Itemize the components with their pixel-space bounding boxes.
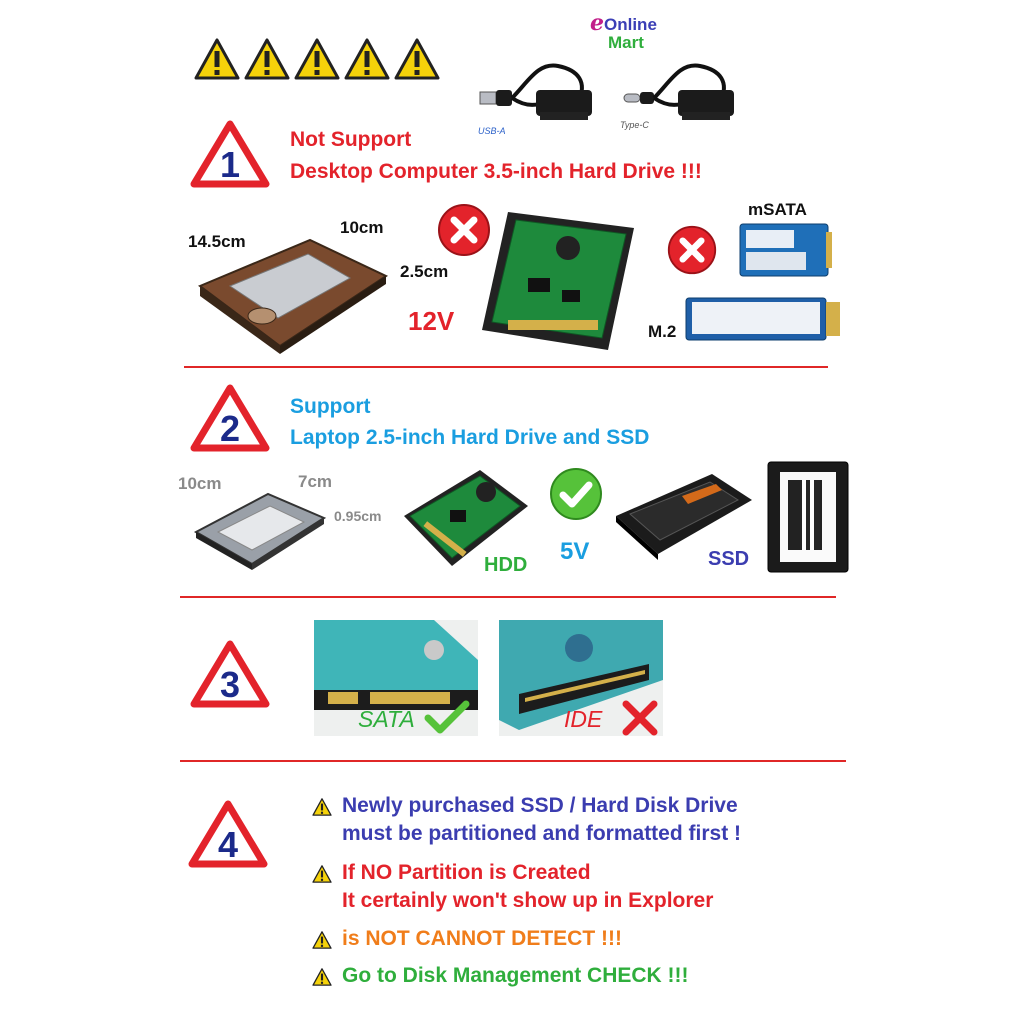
usb-a-label: USB-A — [478, 126, 506, 136]
warning-icon — [312, 931, 332, 949]
desktop-3-5-hdd-image — [190, 236, 390, 354]
s2-voltage: 5V — [560, 538, 590, 565]
msata-label: mSATA — [748, 200, 807, 219]
brand-mart: Mart — [608, 33, 644, 52]
step-1-number: 1 — [219, 144, 241, 185]
brand-logo — [590, 10, 657, 52]
note4-text: Go to Disk Management CHECK !!! — [342, 964, 689, 987]
s1-dim-height: 2.5cm — [400, 262, 449, 281]
ssd-image — [612, 470, 756, 560]
s2-dim-width: 7cm — [298, 472, 333, 491]
brand-online: Online — [604, 15, 657, 34]
section1-line2: Desktop Computer 3.5-inch Hard Drive !!! — [290, 160, 702, 183]
warning-icon — [312, 968, 332, 986]
note-3 — [312, 925, 622, 953]
s1-dim-width: 10cm — [340, 218, 384, 237]
warning-icon — [194, 38, 240, 80]
s1-voltage: 12V — [408, 306, 455, 336]
m2-ssd-image — [684, 296, 842, 342]
note1-line2: must be partitioned and formatted first ! — [342, 822, 742, 845]
section2-heading — [290, 393, 649, 452]
ssd-back-image — [766, 460, 850, 574]
step-4-number: 4 — [217, 824, 239, 865]
warning-icon — [294, 38, 340, 80]
section2-line2: Laptop 2.5-inch Hard Drive and SSD — [290, 426, 650, 449]
brand-e: e — [590, 10, 604, 36]
note-2 — [312, 859, 713, 915]
step-3-triangle-icon — [190, 640, 270, 708]
step-2-number: 2 — [219, 408, 241, 449]
note2-line2: It certainly won't show up in Explorer — [342, 889, 714, 912]
step-4-triangle-icon — [188, 800, 268, 868]
ide-x-icon — [620, 700, 660, 736]
m2-label: M.2 — [648, 322, 677, 341]
laptop-2-5-hdd-image — [188, 488, 328, 572]
not-supported-x-icon — [666, 224, 718, 276]
s1-dim-length: 14.5cm — [188, 232, 246, 251]
s2-dim-height: 0.95cm — [334, 508, 382, 524]
warning-icon — [394, 38, 440, 80]
warning-icon — [312, 798, 332, 816]
warning-icon — [244, 38, 290, 80]
warning-icon — [312, 865, 332, 883]
sata-check-icon — [424, 700, 470, 734]
usb-a-sata-cable-image — [478, 52, 598, 132]
section-divider — [180, 760, 846, 762]
section1-heading — [290, 126, 702, 186]
section2-line1: Support — [290, 395, 371, 418]
note1-line1: Newly purchased SSD / Hard Disk Drive — [342, 794, 738, 817]
type-c-label: Type-C — [620, 120, 649, 130]
section-divider — [180, 596, 836, 598]
ide-label: IDE — [564, 706, 603, 732]
hdd-label: HDD — [484, 554, 528, 576]
note-4 — [312, 962, 689, 990]
step-1-triangle-icon — [190, 120, 270, 188]
ssd-label: SSD — [708, 548, 750, 570]
step-2-triangle-icon — [190, 384, 270, 452]
section1-line1: Not Support — [290, 128, 412, 151]
msata-ssd-image — [738, 222, 834, 278]
section-divider — [184, 366, 828, 368]
supported-check-icon — [548, 466, 604, 522]
note-1 — [312, 792, 741, 848]
warning-icon-row — [194, 38, 440, 80]
desktop-hdd-pcb-image — [478, 208, 636, 354]
sata-label: SATA — [358, 706, 415, 732]
note2-line1: If NO Partition is Created — [342, 861, 591, 884]
note3-text: is NOT CANNOT DETECT !!! — [342, 927, 622, 950]
s2-dim-length: 10cm — [178, 474, 222, 493]
warning-icon — [344, 38, 390, 80]
step-3-number: 3 — [219, 664, 241, 705]
